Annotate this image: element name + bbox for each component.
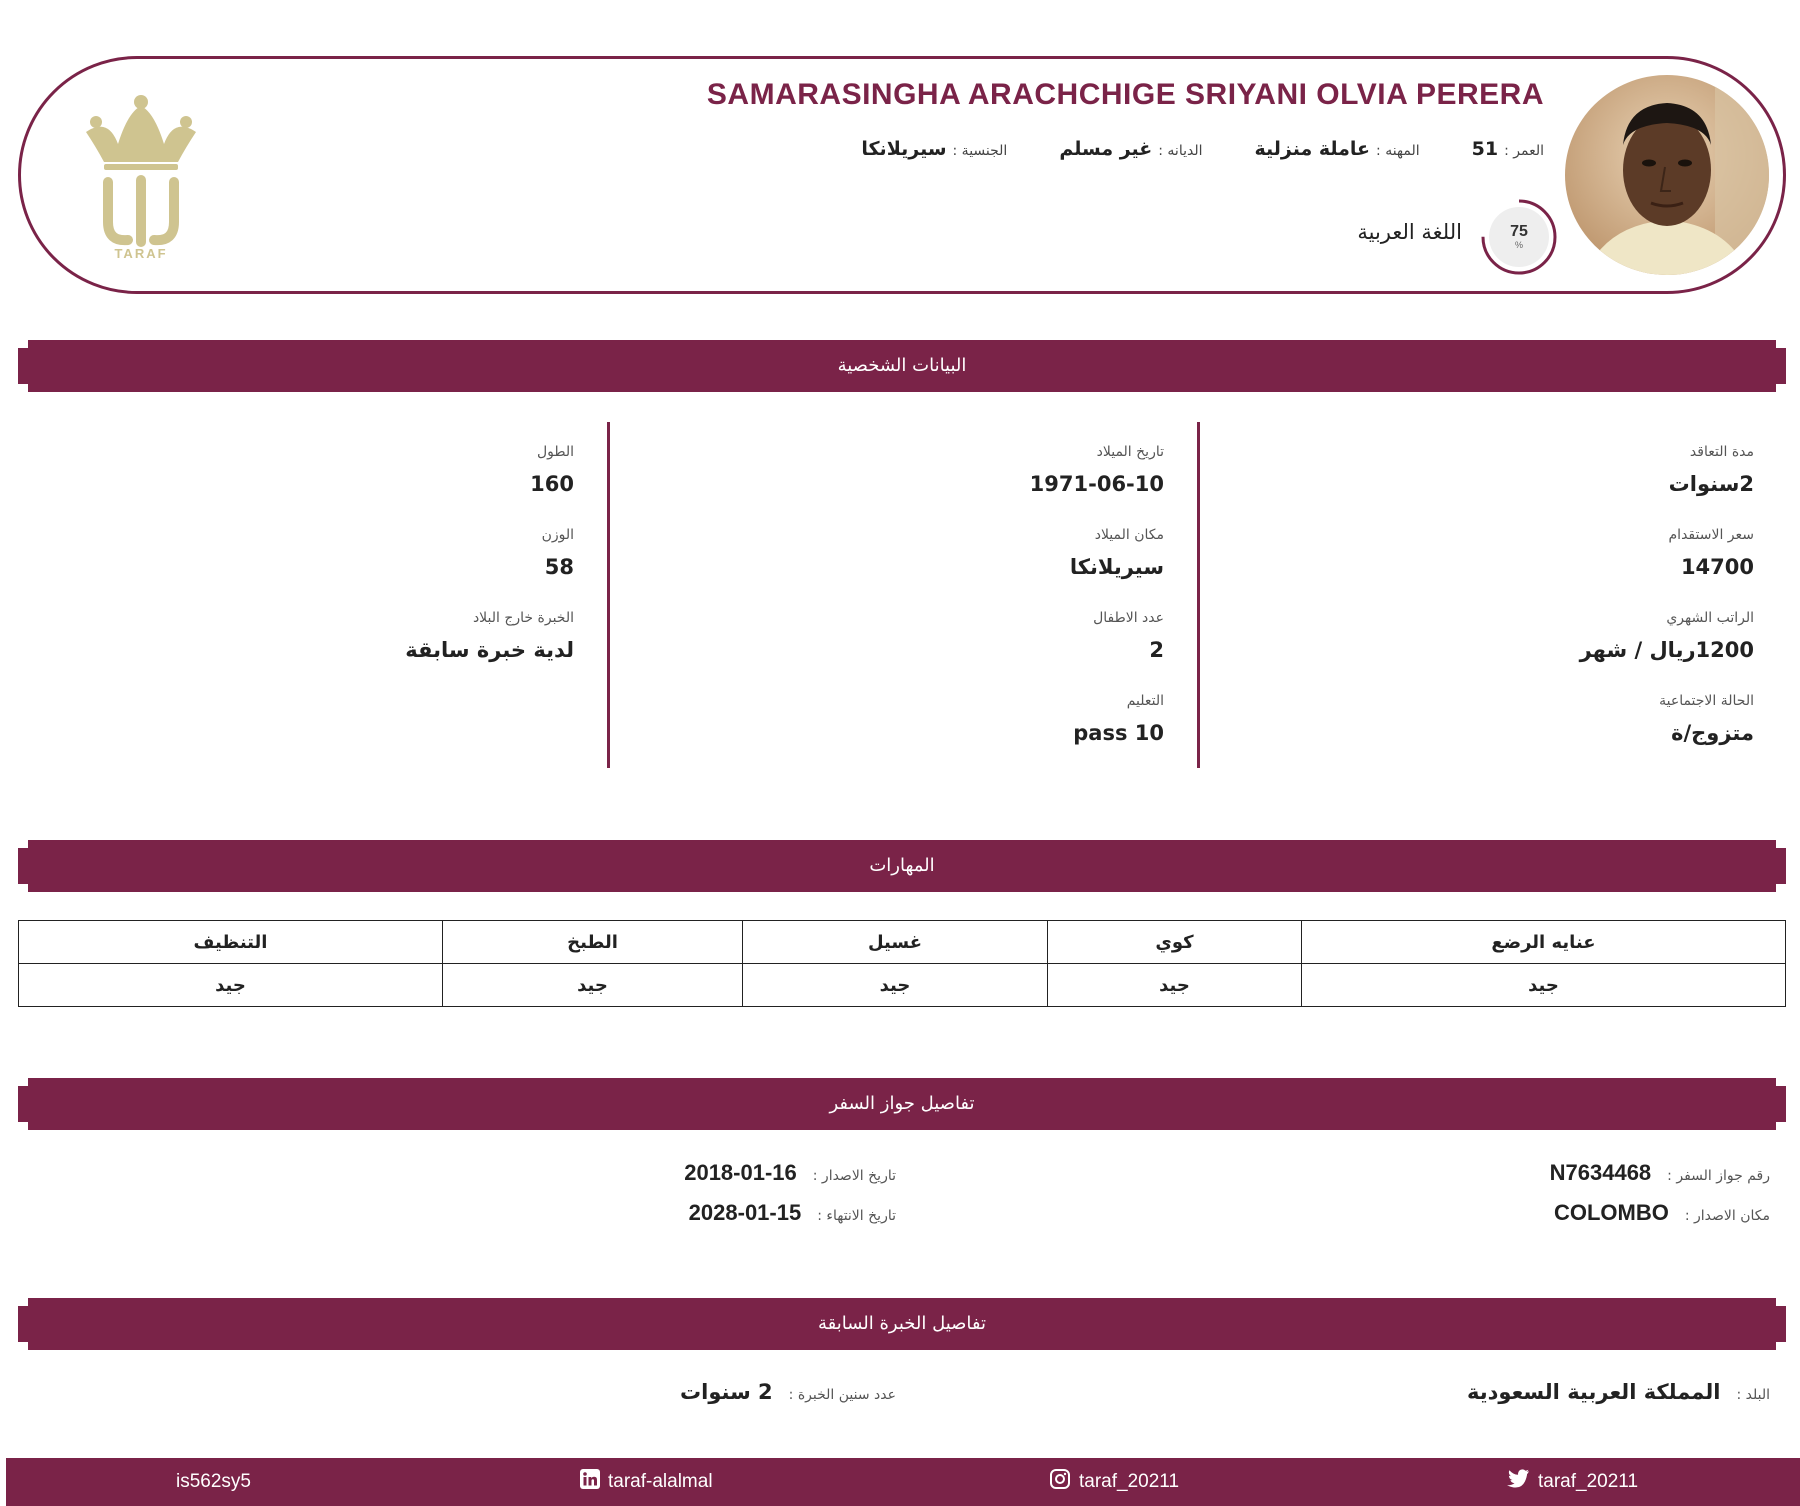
nationality-value: سيريلانكا bbox=[861, 138, 947, 160]
education-label: التعليم bbox=[1126, 693, 1164, 709]
contract-duration-label: مدة التعاقد bbox=[1689, 444, 1754, 460]
skill-washing: غسيل bbox=[743, 921, 1048, 964]
linkedin-icon bbox=[580, 1469, 600, 1495]
issue-date-label: تاريخ الاصدار : bbox=[812, 1168, 896, 1184]
profession-value: عاملة منزلية bbox=[1254, 138, 1371, 160]
twitter-icon bbox=[1506, 1469, 1530, 1495]
children-count-value: 2 bbox=[1149, 638, 1164, 662]
personal-column-left bbox=[405, 444, 574, 693]
issue-place-value: COLOMBO bbox=[1553, 1200, 1669, 1225]
age-value: 51 bbox=[1471, 138, 1499, 160]
footer-code bbox=[176, 1458, 251, 1506]
skill-ironing: كوي bbox=[1048, 921, 1302, 964]
birth-date-label: تاريخ الميلاد bbox=[1096, 444, 1164, 460]
education-value: pass 10 bbox=[1073, 721, 1164, 745]
issue-date-value: 2018-01-16 bbox=[684, 1160, 797, 1185]
section-title-skills: المهارات bbox=[869, 855, 935, 876]
nationality-label: الجنسية : bbox=[952, 143, 1008, 159]
experience-abroad-label: الخبرة خارج البلاد bbox=[472, 610, 574, 626]
experience-country-field bbox=[1467, 1380, 1770, 1404]
section-header-personal bbox=[18, 340, 1786, 392]
nationality-field bbox=[861, 138, 1007, 160]
worker-name: SAMARASINGHA ARACHCHIGE SRIYANI OLVIA PERERA bbox=[706, 78, 1544, 111]
contract-duration-value: 2سنوات bbox=[1668, 472, 1754, 496]
birth-place-value: سيريلانكا bbox=[1069, 555, 1164, 579]
birth-date-value: 1971-06-10 bbox=[1029, 472, 1164, 496]
column-divider bbox=[607, 422, 610, 768]
skills-table bbox=[18, 920, 1786, 1007]
birth-place-label: مكان الميلاد bbox=[1094, 527, 1164, 543]
skill-cleaning: التنظيف bbox=[19, 921, 443, 964]
logo-text: TARAF bbox=[114, 246, 168, 261]
section-title-personal: البيانات الشخصية bbox=[837, 355, 967, 376]
religion-label: الديانه : bbox=[1158, 143, 1203, 159]
expiry-date-value: 2028-01-15 bbox=[688, 1200, 802, 1225]
passport-number-field bbox=[1550, 1160, 1770, 1186]
arabic-language-level bbox=[1228, 198, 1558, 274]
skill-ironing-level: جيد bbox=[1048, 964, 1302, 1007]
taraf-logo bbox=[78, 92, 204, 262]
profile-info-row bbox=[861, 138, 1544, 168]
weight-label: الوزن bbox=[541, 527, 574, 543]
marital-status-field bbox=[1580, 693, 1754, 776]
section-header-skills bbox=[18, 840, 1786, 892]
language-percent: 75 bbox=[1510, 223, 1528, 240]
age-field bbox=[1472, 138, 1544, 160]
footer-linkedin-text: taraf-alalmal bbox=[608, 1471, 713, 1492]
experience-years-label: عدد سنين الخبرة : bbox=[788, 1387, 896, 1403]
footer-instagram-text: taraf_20211 bbox=[1079, 1471, 1180, 1492]
experience-country-label: البلد : bbox=[1736, 1387, 1770, 1403]
language-progress-ring bbox=[1480, 198, 1558, 276]
issue-date-field bbox=[684, 1160, 896, 1186]
expiry-date-label: تاريخ الانتهاء : bbox=[817, 1208, 896, 1224]
skill-washing-level: جيد bbox=[743, 964, 1048, 1007]
experience-years-value: 2 سنوات bbox=[680, 1380, 773, 1404]
religion-value: غير مسلم bbox=[1059, 138, 1153, 160]
height-field bbox=[405, 444, 574, 527]
language-label: اللغة العربية bbox=[1357, 220, 1462, 244]
weight-field bbox=[405, 527, 574, 610]
expiry-date-field bbox=[689, 1200, 896, 1226]
section-title-experience: تفاصيل الخبرة السابقة bbox=[817, 1313, 987, 1334]
marital-status-label: الحالة الاجتماعية bbox=[1659, 693, 1754, 709]
footer-bar bbox=[6, 1458, 1800, 1506]
skill-infant-care: عنايه الرضع bbox=[1302, 921, 1786, 964]
footer-code-text: is562sy5 bbox=[176, 1471, 251, 1492]
issue-place-field bbox=[1554, 1200, 1770, 1226]
skills-header-row bbox=[19, 921, 1786, 964]
passport-number-label: رقم جواز السفر : bbox=[1667, 1168, 1770, 1184]
skill-cooking: الطبخ bbox=[443, 921, 743, 964]
column-divider bbox=[1197, 422, 1200, 768]
contract-duration-field bbox=[1580, 444, 1754, 527]
recruitment-price-field bbox=[1580, 527, 1754, 610]
experience-abroad-field bbox=[405, 610, 574, 693]
monthly-salary-label: الراتب الشهري bbox=[1666, 610, 1754, 626]
language-percent-sign: % bbox=[1514, 240, 1524, 250]
religion-field bbox=[1059, 138, 1202, 160]
personal-column-middle bbox=[1030, 444, 1164, 776]
children-count-label: عدد الاطفال bbox=[1093, 610, 1164, 626]
experience-years-field bbox=[680, 1380, 896, 1404]
footer-instagram-link[interactable] bbox=[1049, 1458, 1179, 1506]
profile-photo bbox=[1565, 75, 1769, 275]
profession-field bbox=[1255, 138, 1420, 160]
height-value: 160 bbox=[530, 472, 574, 496]
education-field bbox=[1030, 693, 1164, 776]
footer-twitter-link[interactable] bbox=[1506, 1458, 1638, 1506]
instagram-icon bbox=[1049, 1468, 1071, 1496]
personal-column-right bbox=[1580, 444, 1754, 776]
weight-value: 58 bbox=[544, 555, 574, 579]
section-title-passport: تفاصيل جواز السفر bbox=[829, 1093, 975, 1114]
skills-value-row bbox=[19, 964, 1786, 1007]
experience-abroad-value: لدية خبرة سابقة bbox=[405, 638, 574, 662]
section-header-passport bbox=[18, 1078, 1786, 1130]
footer-linkedin-link[interactable] bbox=[580, 1458, 713, 1506]
age-label: العمر : bbox=[1504, 143, 1544, 159]
passport-number-value: N7634468 bbox=[1549, 1160, 1652, 1185]
monthly-salary-field bbox=[1580, 610, 1754, 693]
section-header-experience bbox=[18, 1298, 1786, 1350]
profession-label: المهنه : bbox=[1376, 143, 1420, 159]
experience-country-value: المملكة العربية السعودية bbox=[1467, 1380, 1721, 1404]
skill-cooking-level: جيد bbox=[443, 964, 743, 1007]
recruitment-price-label: سعر الاستقدام bbox=[1668, 527, 1754, 543]
height-label: الطول bbox=[536, 444, 574, 460]
skill-cleaning-level: جيد bbox=[19, 964, 443, 1007]
skill-infant-care-level: جيد bbox=[1302, 964, 1786, 1007]
monthly-salary-value: 1200ريال / شهر bbox=[1579, 638, 1754, 662]
birth-date-field bbox=[1030, 444, 1164, 527]
recruitment-price-value: 14700 bbox=[1680, 555, 1754, 579]
marital-status-value: متزوج/ة bbox=[1671, 721, 1754, 745]
birth-place-field bbox=[1030, 527, 1164, 610]
children-count-field bbox=[1030, 610, 1164, 693]
issue-place-label: مكان الاصدار : bbox=[1684, 1208, 1770, 1224]
footer-twitter-text: taraf_20211 bbox=[1538, 1471, 1639, 1492]
